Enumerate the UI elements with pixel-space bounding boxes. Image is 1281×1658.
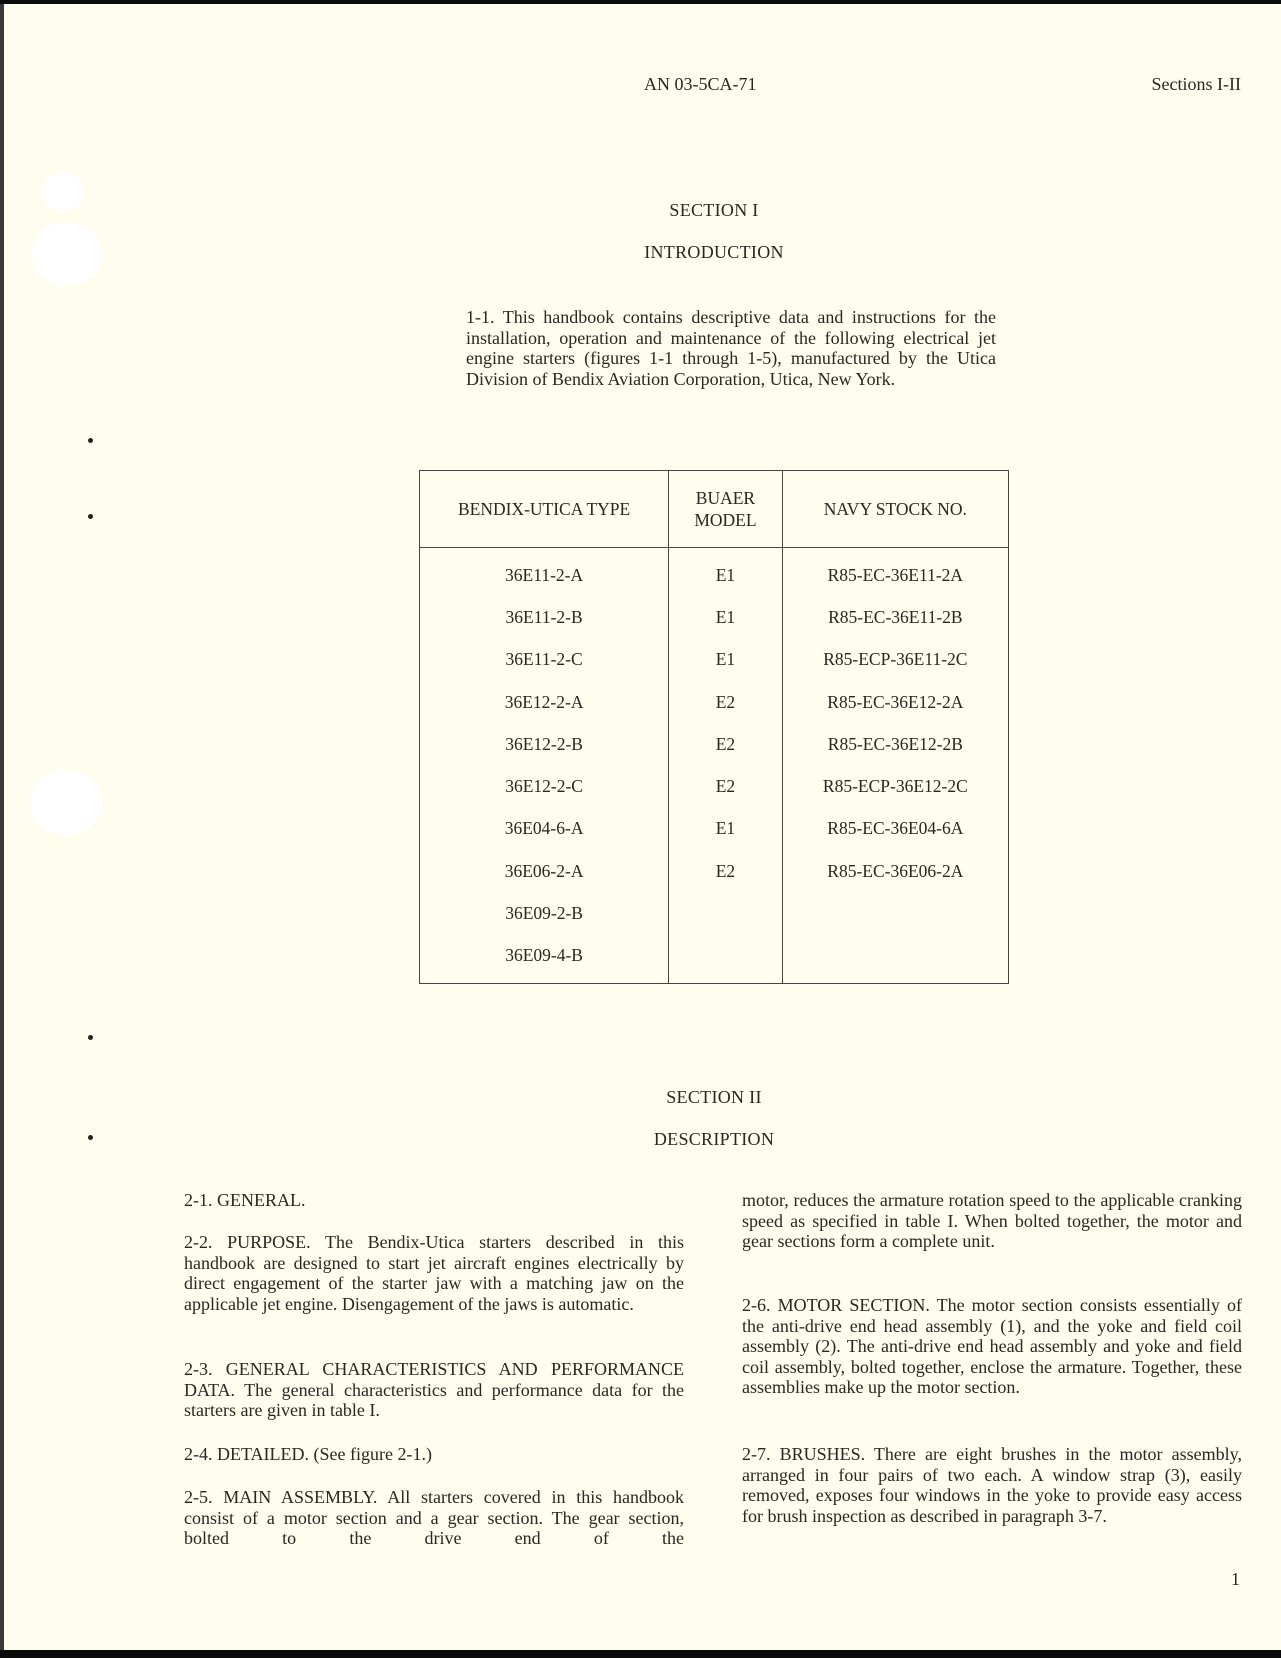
paragraph-2-5-continued: motor, reduces the armature rotation speed to the applicable cranking speed as specified in table I. When bolted together, the motor and gear sections form a complete unit. xyxy=(742,1190,1242,1251)
model-cell: E2 xyxy=(669,850,782,892)
stock-no-cell: R85-EC-36E06-2A xyxy=(782,850,1008,892)
table-row xyxy=(420,935,1009,984)
paragraph-2-4: 2-4. DETAILED. (See figure 2-1.) xyxy=(184,1444,432,1464)
stock-no-cell: R85-EC-36E12-2A xyxy=(782,681,1008,723)
stock-no-cell: R85-ECP-36E11-2C xyxy=(782,639,1008,681)
column-header: BENDIX-UTICA TYPE xyxy=(420,471,669,548)
model-cell xyxy=(669,892,782,934)
table-row xyxy=(420,681,1009,723)
model-cell: E1 xyxy=(669,808,782,850)
type-cell: 36E12-2-C xyxy=(420,765,669,807)
table-row xyxy=(420,765,1009,807)
paragraph-2-5: 2-5. MAIN ASSEMBLY. All starters covered in this handbook consist of a motor section and a gear section. The gear section, bolted to the drive end of the xyxy=(184,1487,684,1548)
column-header: NAVY STOCK NO. xyxy=(782,471,1008,548)
punch-mark xyxy=(88,514,93,519)
model-cell: E2 xyxy=(669,681,782,723)
paragraph-1-1: 1-1. This handbook contains descriptive data and instructions for the installation, operation and maintenance of the following electrical jet engine starters (figures 1-1 through 1-5), manufactured by the Utica Division of Bendix Aviation Corporation, Utica, New York. xyxy=(466,307,996,389)
table-row xyxy=(420,639,1009,681)
paragraph-2-1: 2-1. GENERAL. xyxy=(184,1190,306,1210)
column-header: BUAER MODEL xyxy=(669,471,782,548)
starter-types-table xyxy=(419,470,1009,984)
document-number: AN 03-5CA-71 xyxy=(644,74,757,94)
stock-no-cell: R85-ECP-36E12-2C xyxy=(782,765,1008,807)
table-row xyxy=(420,892,1009,934)
document-page xyxy=(0,4,1281,1650)
table-row xyxy=(420,723,1009,765)
type-cell: 36E11-2-A xyxy=(420,548,669,597)
stock-no-cell: R85-EC-36E11-2A xyxy=(782,548,1008,597)
type-cell: 36E11-2-C xyxy=(420,639,669,681)
section-range: Sections I-II xyxy=(1151,74,1241,94)
stock-no-cell xyxy=(782,892,1008,934)
paragraph-2-7: 2-7. BRUSHES. There are eight brushes in the motor assembly, arranged in four pairs of two each. A window strap (3), easily removed, exposes four windows in the yoke to provide easy access for brush inspection as described in paragraph 3-7. xyxy=(742,1444,1242,1526)
page-number: 1 xyxy=(1231,1569,1240,1589)
section-2-title: SECTION II xyxy=(666,1087,762,1107)
stock-no-cell: R85-EC-36E12-2B xyxy=(782,723,1008,765)
punch-mark xyxy=(88,1035,93,1040)
type-cell: 36E09-2-B xyxy=(420,892,669,934)
model-cell: E2 xyxy=(669,765,782,807)
paragraph-2-6: 2-6. MOTOR SECTION. The motor section consists essentially of the anti-drive end head assembly (1), and the yoke and field coil assembly (2). The anti-drive end head assembly and yoke and field coil assembly, bolted together, enclose the armature. Together, these assemblies make up the motor section. xyxy=(742,1295,1242,1397)
type-cell: 36E04-6-A xyxy=(420,808,669,850)
stock-no-cell xyxy=(782,935,1008,984)
table-row xyxy=(420,548,1009,597)
paragraph-2-3: 2-3. GENERAL CHARACTERISTICS AND PERFORMANCE DATA. The general characteristics and performance data for the starters are given in table I. xyxy=(184,1359,684,1420)
model-cell xyxy=(669,935,782,984)
table-row xyxy=(420,850,1009,892)
table-header-row xyxy=(420,471,1009,548)
table-row xyxy=(420,808,1009,850)
type-cell: 36E12-2-A xyxy=(420,681,669,723)
binder-hole xyxy=(30,770,102,836)
section-1-title: SECTION I xyxy=(669,200,759,220)
type-cell: 36E06-2-A xyxy=(420,850,669,892)
model-cell: E1 xyxy=(669,548,782,597)
stock-no-cell: R85-EC-36E04-6A xyxy=(782,808,1008,850)
stock-no-cell: R85-EC-36E11-2B xyxy=(782,596,1008,638)
table-row xyxy=(420,596,1009,638)
type-cell: 36E09-4-B xyxy=(420,935,669,984)
paragraph-2-2: 2-2. PURPOSE. The Bendix-Utica starters described in this handbook are designed to start jet aircraft engines electrically by direct engagement of the starter jaw with a matching jaw on the applicable jet engine. Disengagement of the jaws is automatic. xyxy=(184,1232,684,1314)
type-cell: 36E12-2-B xyxy=(420,723,669,765)
model-cell: E1 xyxy=(669,639,782,681)
model-cell: E2 xyxy=(669,723,782,765)
type-cell: 36E11-2-B xyxy=(420,596,669,638)
section-2-subtitle: DESCRIPTION xyxy=(653,1129,775,1149)
model-cell: E1 xyxy=(669,596,782,638)
section-1-subtitle: INTRODUCTION xyxy=(644,242,784,262)
punch-mark xyxy=(88,438,93,443)
